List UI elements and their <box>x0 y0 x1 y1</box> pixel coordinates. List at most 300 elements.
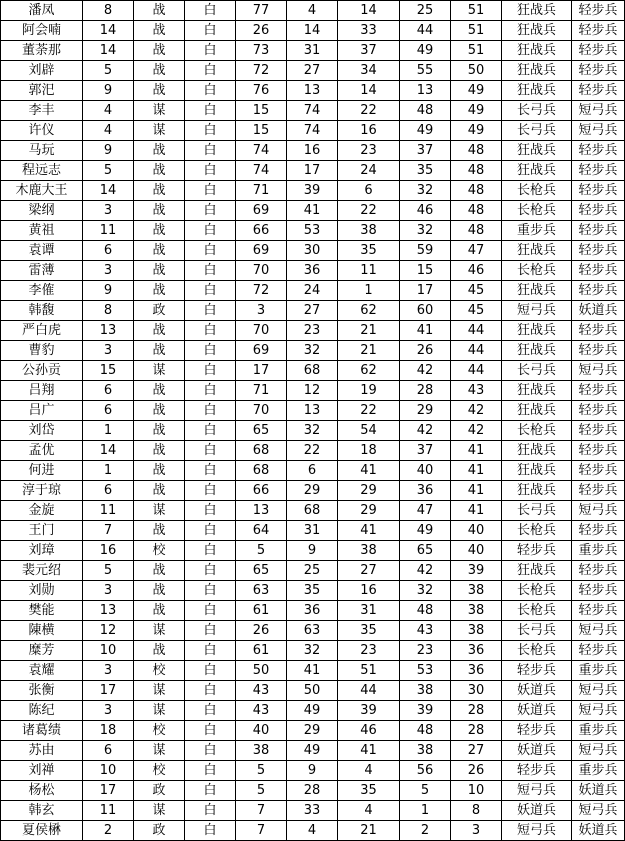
table-row <box>1 341 625 361</box>
cell-rank: 白 <box>185 821 236 841</box>
cell-stat2: 25 <box>287 561 338 581</box>
cell-stat2: 17 <box>287 161 338 181</box>
cell-rank: 白 <box>185 501 236 521</box>
table-row <box>1 661 625 681</box>
cell-stat1: 74 <box>236 161 287 181</box>
cell-stat2: 12 <box>287 381 338 401</box>
cell-stat2: 41 <box>287 661 338 681</box>
cell-type: 战 <box>134 161 185 181</box>
cell-level: 3 <box>83 261 134 281</box>
cell-stat2: 6 <box>287 461 338 481</box>
cell-type: 战 <box>134 81 185 101</box>
cell-stat1: 66 <box>236 221 287 241</box>
cell-type: 战 <box>134 281 185 301</box>
cell-stat4: 60 <box>400 301 451 321</box>
cell-level: 5 <box>83 61 134 81</box>
cell-troop2: 轻步兵 <box>572 181 625 201</box>
table-row <box>1 361 625 381</box>
cell-score: 41 <box>451 441 502 461</box>
cell-troop2: 短弓兵 <box>572 121 625 141</box>
cell-score: 3 <box>451 821 502 841</box>
cell-rank: 白 <box>185 281 236 301</box>
cell-stat2: 24 <box>287 281 338 301</box>
cell-stat4: 48 <box>400 721 451 741</box>
cell-type: 政 <box>134 781 185 801</box>
cell-stat3: 11 <box>338 261 400 281</box>
cell-stat2: 35 <box>287 581 338 601</box>
cell-troop1: 轻步兵 <box>502 721 572 741</box>
table-row <box>1 261 625 281</box>
cell-name: 程远志 <box>1 161 83 181</box>
cell-rank: 白 <box>185 201 236 221</box>
cell-stat3: 62 <box>338 301 400 321</box>
cell-stat3: 33 <box>338 21 400 41</box>
cell-stat4: 44 <box>400 21 451 41</box>
cell-troop1: 长弓兵 <box>502 101 572 121</box>
table-row <box>1 581 625 601</box>
cell-troop2: 妖道兵 <box>572 821 625 841</box>
cell-rank: 白 <box>185 661 236 681</box>
cell-rank: 白 <box>185 761 236 781</box>
cell-type: 战 <box>134 141 185 161</box>
table-row <box>1 421 625 441</box>
cell-stat3: 35 <box>338 781 400 801</box>
cell-troop2: 轻步兵 <box>572 241 625 261</box>
cell-stat3: 35 <box>338 621 400 641</box>
cell-score: 44 <box>451 321 502 341</box>
cell-level: 15 <box>83 361 134 381</box>
cell-troop2: 短弓兵 <box>572 621 625 641</box>
cell-stat4: 55 <box>400 61 451 81</box>
cell-troop2: 轻步兵 <box>572 221 625 241</box>
cell-rank: 白 <box>185 461 236 481</box>
cell-stat1: 72 <box>236 61 287 81</box>
cell-rank: 白 <box>185 481 236 501</box>
cell-stat3: 51 <box>338 661 400 681</box>
cell-type: 战 <box>134 381 185 401</box>
cell-troop1: 妖道兵 <box>502 681 572 701</box>
cell-name: 夏侯楙 <box>1 821 83 841</box>
cell-stat1: 76 <box>236 81 287 101</box>
cell-score: 26 <box>451 761 502 781</box>
cell-troop2: 重步兵 <box>572 721 625 741</box>
cell-stat4: 42 <box>400 421 451 441</box>
cell-stat4: 32 <box>400 581 451 601</box>
cell-level: 5 <box>83 161 134 181</box>
cell-stat3: 35 <box>338 241 400 261</box>
cell-stat3: 22 <box>338 201 400 221</box>
cell-score: 48 <box>451 221 502 241</box>
cell-level: 14 <box>83 41 134 61</box>
table-row <box>1 821 625 841</box>
cell-score: 44 <box>451 361 502 381</box>
cell-troop2: 轻步兵 <box>572 481 625 501</box>
cell-type: 战 <box>134 221 185 241</box>
cell-level: 1 <box>83 461 134 481</box>
cell-type: 战 <box>134 561 185 581</box>
cell-name: 孟优 <box>1 441 83 461</box>
cell-troop2: 轻步兵 <box>572 161 625 181</box>
cell-name: 黄祖 <box>1 221 83 241</box>
cell-level: 17 <box>83 681 134 701</box>
cell-stat2: 68 <box>287 361 338 381</box>
cell-stat3: 16 <box>338 581 400 601</box>
cell-type: 谋 <box>134 801 185 821</box>
cell-stat2: 49 <box>287 701 338 721</box>
cell-type: 谋 <box>134 361 185 381</box>
cell-type: 政 <box>134 821 185 841</box>
cell-level: 6 <box>83 241 134 261</box>
cell-troop2: 重步兵 <box>572 761 625 781</box>
cell-level: 6 <box>83 381 134 401</box>
cell-type: 战 <box>134 261 185 281</box>
cell-type: 谋 <box>134 101 185 121</box>
cell-stat4: 43 <box>400 621 451 641</box>
cell-stat3: 34 <box>338 61 400 81</box>
cell-stat3: 22 <box>338 101 400 121</box>
cell-troop1: 狂战兵 <box>502 21 572 41</box>
cell-stat3: 14 <box>338 81 400 101</box>
cell-rank: 白 <box>185 341 236 361</box>
cell-name: 李傕 <box>1 281 83 301</box>
cell-troop1: 狂战兵 <box>502 321 572 341</box>
cell-stat2: 27 <box>287 301 338 321</box>
cell-stat1: 7 <box>236 821 287 841</box>
cell-level: 6 <box>83 741 134 761</box>
cell-stat4: 65 <box>400 541 451 561</box>
cell-stat3: 19 <box>338 381 400 401</box>
cell-level: 9 <box>83 81 134 101</box>
table-row <box>1 761 625 781</box>
cell-name: 曹豹 <box>1 341 83 361</box>
cell-stat4: 37 <box>400 441 451 461</box>
cell-stat3: 16 <box>338 121 400 141</box>
table-row <box>1 681 625 701</box>
cell-score: 28 <box>451 701 502 721</box>
table-row <box>1 521 625 541</box>
cell-name: 刘禅 <box>1 761 83 781</box>
cell-name: 张衡 <box>1 681 83 701</box>
cell-name: 韩玄 <box>1 801 83 821</box>
cell-stat2: 32 <box>287 341 338 361</box>
cell-stat3: 62 <box>338 361 400 381</box>
cell-troop1: 狂战兵 <box>502 241 572 261</box>
cell-level: 8 <box>83 1 134 21</box>
cell-name: 刘辟 <box>1 61 83 81</box>
cell-stat2: 32 <box>287 641 338 661</box>
table-row <box>1 561 625 581</box>
cell-type: 政 <box>134 301 185 321</box>
cell-stat4: 56 <box>400 761 451 781</box>
cell-stat3: 38 <box>338 221 400 241</box>
cell-troop2: 轻步兵 <box>572 41 625 61</box>
cell-stat4: 28 <box>400 381 451 401</box>
table-row <box>1 461 625 481</box>
table-row <box>1 641 625 661</box>
cell-rank: 白 <box>185 721 236 741</box>
cell-stat2: 68 <box>287 501 338 521</box>
cell-troop1: 长弓兵 <box>502 501 572 521</box>
cell-troop1: 狂战兵 <box>502 1 572 21</box>
cell-name: 裴元绍 <box>1 561 83 581</box>
cell-name: 许仪 <box>1 121 83 141</box>
cell-troop1: 长弓兵 <box>502 121 572 141</box>
cell-name: 杨松 <box>1 781 83 801</box>
cell-score: 36 <box>451 661 502 681</box>
cell-score: 38 <box>451 581 502 601</box>
table-row <box>1 141 625 161</box>
cell-troop1: 狂战兵 <box>502 161 572 181</box>
officer-table-body <box>1 1 625 841</box>
cell-level: 3 <box>83 581 134 601</box>
cell-type: 战 <box>134 441 185 461</box>
cell-stat1: 50 <box>236 661 287 681</box>
cell-type: 校 <box>134 541 185 561</box>
cell-troop1: 长枪兵 <box>502 421 572 441</box>
cell-level: 11 <box>83 501 134 521</box>
cell-stat3: 4 <box>338 761 400 781</box>
cell-stat1: 70 <box>236 401 287 421</box>
cell-troop1: 长弓兵 <box>502 361 572 381</box>
cell-name: 吕翔 <box>1 381 83 401</box>
cell-rank: 白 <box>185 241 236 261</box>
cell-score: 47 <box>451 241 502 261</box>
cell-rank: 白 <box>185 401 236 421</box>
cell-stat2: 27 <box>287 61 338 81</box>
cell-stat2: 14 <box>287 21 338 41</box>
cell-stat1: 72 <box>236 281 287 301</box>
cell-score: 44 <box>451 341 502 361</box>
cell-rank: 白 <box>185 41 236 61</box>
table-row <box>1 41 625 61</box>
cell-type: 谋 <box>134 701 185 721</box>
cell-score: 41 <box>451 461 502 481</box>
cell-stat1: 40 <box>236 721 287 741</box>
cell-score: 28 <box>451 721 502 741</box>
cell-name: 公孙贡 <box>1 361 83 381</box>
cell-troop1: 长枪兵 <box>502 261 572 281</box>
cell-troop2: 短弓兵 <box>572 701 625 721</box>
table-row <box>1 241 625 261</box>
cell-level: 11 <box>83 221 134 241</box>
cell-score: 49 <box>451 121 502 141</box>
cell-troop2: 轻步兵 <box>572 261 625 281</box>
cell-troop2: 轻步兵 <box>572 421 625 441</box>
cell-level: 13 <box>83 321 134 341</box>
cell-stat1: 26 <box>236 621 287 641</box>
cell-score: 51 <box>451 1 502 21</box>
cell-stat3: 29 <box>338 481 400 501</box>
cell-troop1: 轻步兵 <box>502 761 572 781</box>
cell-troop1: 轻步兵 <box>502 661 572 681</box>
cell-rank: 白 <box>185 321 236 341</box>
cell-rank: 白 <box>185 181 236 201</box>
cell-level: 6 <box>83 401 134 421</box>
cell-troop2: 轻步兵 <box>572 201 625 221</box>
cell-troop2: 妖道兵 <box>572 301 625 321</box>
cell-name: 王门 <box>1 521 83 541</box>
cell-level: 18 <box>83 721 134 741</box>
cell-troop1: 轻步兵 <box>502 541 572 561</box>
cell-stat3: 23 <box>338 141 400 161</box>
cell-stat1: 77 <box>236 1 287 21</box>
cell-stat4: 26 <box>400 341 451 361</box>
table-row <box>1 61 625 81</box>
cell-level: 16 <box>83 541 134 561</box>
table-row <box>1 621 625 641</box>
cell-stat4: 23 <box>400 641 451 661</box>
cell-name: 郭汜 <box>1 81 83 101</box>
cell-stat3: 23 <box>338 641 400 661</box>
cell-stat1: 26 <box>236 21 287 41</box>
cell-type: 战 <box>134 181 185 201</box>
cell-stat2: 74 <box>287 101 338 121</box>
cell-troop2: 轻步兵 <box>572 1 625 21</box>
cell-score: 42 <box>451 421 502 441</box>
cell-rank: 白 <box>185 381 236 401</box>
cell-stat1: 69 <box>236 241 287 261</box>
cell-type: 战 <box>134 461 185 481</box>
cell-stat4: 36 <box>400 481 451 501</box>
cell-score: 49 <box>451 101 502 121</box>
cell-name: 韩馥 <box>1 301 83 321</box>
cell-type: 战 <box>134 1 185 21</box>
cell-name: 雷薄 <box>1 261 83 281</box>
cell-name: 阿会喃 <box>1 21 83 41</box>
cell-rank: 白 <box>185 221 236 241</box>
cell-stat1: 15 <box>236 121 287 141</box>
cell-stat1: 5 <box>236 541 287 561</box>
cell-stat1: 43 <box>236 701 287 721</box>
cell-name: 严白虎 <box>1 321 83 341</box>
cell-rank: 白 <box>185 801 236 821</box>
cell-score: 48 <box>451 161 502 181</box>
cell-stat4: 48 <box>400 601 451 621</box>
cell-rank: 白 <box>185 141 236 161</box>
cell-level: 9 <box>83 141 134 161</box>
cell-rank: 白 <box>185 521 236 541</box>
cell-troop2: 轻步兵 <box>572 601 625 621</box>
cell-troop2: 短弓兵 <box>572 801 625 821</box>
cell-troop1: 长枪兵 <box>502 581 572 601</box>
cell-troop2: 轻步兵 <box>572 381 625 401</box>
cell-stat1: 5 <box>236 781 287 801</box>
cell-stat2: 13 <box>287 401 338 421</box>
cell-score: 40 <box>451 521 502 541</box>
cell-troop1: 狂战兵 <box>502 441 572 461</box>
table-row <box>1 481 625 501</box>
cell-stat1: 74 <box>236 141 287 161</box>
cell-level: 3 <box>83 341 134 361</box>
cell-stat1: 43 <box>236 681 287 701</box>
cell-type: 谋 <box>134 621 185 641</box>
table-row <box>1 721 625 741</box>
cell-stat3: 4 <box>338 801 400 821</box>
cell-rank: 白 <box>185 301 236 321</box>
cell-stat2: 29 <box>287 721 338 741</box>
cell-rank: 白 <box>185 261 236 281</box>
cell-type: 谋 <box>134 681 185 701</box>
cell-name: 金旋 <box>1 501 83 521</box>
cell-troop1: 短弓兵 <box>502 301 572 321</box>
cell-troop2: 轻步兵 <box>572 461 625 481</box>
cell-stat1: 70 <box>236 321 287 341</box>
cell-stat4: 15 <box>400 261 451 281</box>
cell-stat1: 65 <box>236 421 287 441</box>
cell-stat4: 35 <box>400 161 451 181</box>
cell-stat4: 29 <box>400 401 451 421</box>
cell-stat1: 70 <box>236 261 287 281</box>
cell-stat2: 9 <box>287 541 338 561</box>
cell-stat2: 74 <box>287 121 338 141</box>
cell-troop1: 短弓兵 <box>502 821 572 841</box>
cell-stat4: 39 <box>400 701 451 721</box>
cell-type: 战 <box>134 61 185 81</box>
cell-stat4: 41 <box>400 321 451 341</box>
cell-stat3: 38 <box>338 541 400 561</box>
cell-stat2: 36 <box>287 261 338 281</box>
cell-stat3: 41 <box>338 741 400 761</box>
cell-stat4: 46 <box>400 201 451 221</box>
cell-stat1: 65 <box>236 561 287 581</box>
cell-troop2: 轻步兵 <box>572 81 625 101</box>
cell-troop1: 妖道兵 <box>502 701 572 721</box>
cell-stat2: 49 <box>287 741 338 761</box>
table-row <box>1 181 625 201</box>
cell-stat1: 71 <box>236 381 287 401</box>
cell-troop2: 轻步兵 <box>572 521 625 541</box>
cell-stat3: 46 <box>338 721 400 741</box>
cell-rank: 白 <box>185 21 236 41</box>
table-row <box>1 801 625 821</box>
cell-score: 38 <box>451 621 502 641</box>
cell-stat4: 25 <box>400 1 451 21</box>
cell-type: 战 <box>134 41 185 61</box>
cell-troop1: 长枪兵 <box>502 641 572 661</box>
cell-rank: 白 <box>185 561 236 581</box>
cell-troop1: 妖道兵 <box>502 741 572 761</box>
cell-stat2: 36 <box>287 601 338 621</box>
cell-score: 36 <box>451 641 502 661</box>
cell-troop1: 短弓兵 <box>502 781 572 801</box>
cell-name: 苏由 <box>1 741 83 761</box>
cell-rank: 白 <box>185 441 236 461</box>
cell-stat1: 61 <box>236 601 287 621</box>
cell-stat2: 30 <box>287 241 338 261</box>
cell-stat3: 29 <box>338 501 400 521</box>
cell-stat3: 14 <box>338 1 400 21</box>
cell-score: 46 <box>451 261 502 281</box>
cell-troop2: 重步兵 <box>572 541 625 561</box>
cell-stat4: 48 <box>400 101 451 121</box>
cell-stat1: 69 <box>236 341 287 361</box>
cell-level: 10 <box>83 641 134 661</box>
cell-stat4: 38 <box>400 681 451 701</box>
cell-troop1: 狂战兵 <box>502 41 572 61</box>
cell-rank: 白 <box>185 581 236 601</box>
cell-stat1: 64 <box>236 521 287 541</box>
cell-troop2: 轻步兵 <box>572 61 625 81</box>
cell-name: 诸葛绩 <box>1 721 83 741</box>
cell-stat4: 49 <box>400 121 451 141</box>
cell-stat3: 37 <box>338 41 400 61</box>
cell-troop1: 长枪兵 <box>502 181 572 201</box>
cell-level: 4 <box>83 121 134 141</box>
cell-stat4: 32 <box>400 181 451 201</box>
cell-stat2: 22 <box>287 441 338 461</box>
table-row <box>1 101 625 121</box>
cell-stat3: 18 <box>338 441 400 461</box>
